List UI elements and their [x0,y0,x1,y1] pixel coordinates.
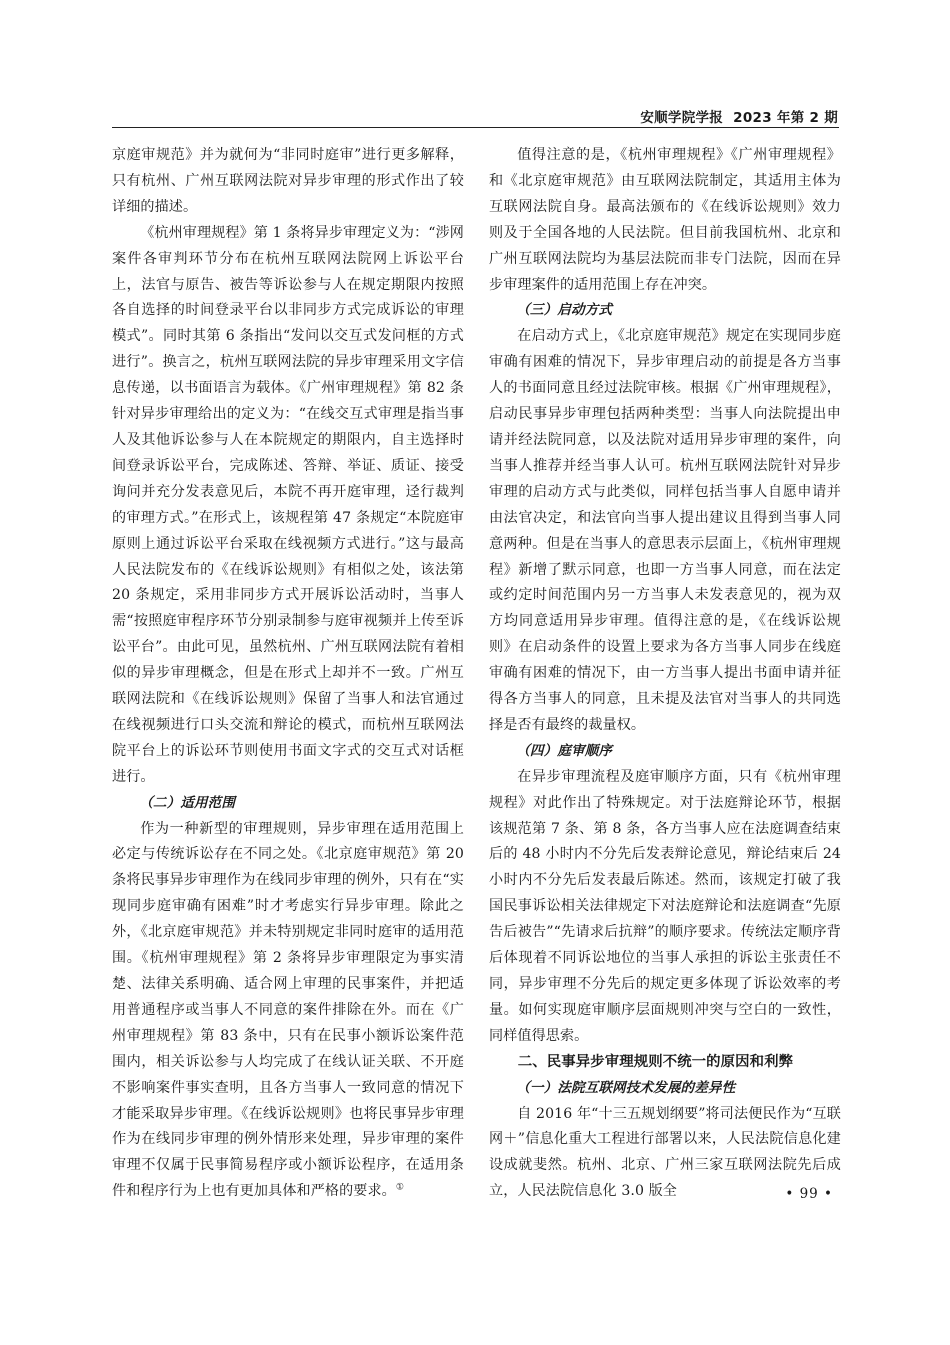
subsection-heading: （三）启动方式 [516,302,613,319]
header-rule [112,127,839,128]
paragraph: 自 2016 年“十三五规划纲要”将司法便民作为“互联网＋”信息化重大工程进行部署以来，人民法院信息化建设成就斐然。杭州、北京、广州三家互联网法院先后成立，人民法院信息化 3.0 版全 [489,1105,841,1200]
left-column [112,143,464,1205]
paragraph: 在异步审理流程及庭审顺序方面，只有《杭州审理规程》对此作出了特殊规定。对于法庭辩论环节，根据该规范第 7 条、第 8 条，各方当事人应在法庭调查结束后的 48 小时内不分先后发表辩论意见，辩论结束后 24 小时内不分先后发表最后陈述。然而，该规定打破了我国民事诉讼相关法律规定下对法庭辩论和法庭调查“先原告后被告”“先请求后抗辩”的顺序要求。传统法定顺序背后体现着不同诉讼地位的当事人承担的诉讼主张责任不同，异步审理不分先后的规定更多体现了诉讼效率的考量。如何实现庭审顺序层面规则冲突与空白的一致性，同样值得思索。 [489,768,841,1044]
journal-name: 安顺学院学报 [640,110,724,126]
paragraph [112,817,464,1206]
paragraph-text: 作为一种新型的审理规则，异步审理在适用范围上必定与传统诉讼存在不同之处。《北京庭审规范》第 20 条将民事异步审理作为在线同步审理的例外，只有在“实现同步庭审确有困难”时才考虑实行异步审理。除此之外，《北京庭审规范》并未特别规定非同时庭审的适用范围。《杭州审理规程》第 2 条将异步审理限定为事实清楚、法律关系明确、适合网上审理的民事案件，并把适用普通程序或当事人不同意的案件排除在外。而在《广州审理规程》第 83 条中，只有在民事小额诉讼案件范围内，相关诉讼参与人均完成了在线认证关联、不开庭不影响案件事实查明，且各方当事人一致同意的情况下才能采取异步审理。《在线诉讼规则》也将民事异步审理作为在线同步审理的例外情形来处理，异步审理的案件审理不仅属于民事简易程序或小额诉讼程序，在适用条件和程序行为上也有更加具体和严格的要求。 [112,820,464,1200]
subsection-heading: （一）法院互联网技术发展的差异性 [516,1079,736,1096]
paragraph: 在启动方式上，《北京庭审规范》规定在实现同步庭审确有困难的情况下，异步审理启动的前提是各方当事人的书面同意且经过法院审核。根据《广州审理规程》，启动民事异步审理包括两种类型：当事人向法院提出申请并经法院同意，以及法院对适用异步审理的案件，向当事人推荐并经当事人认可。杭州互联网法院针对异步审理的启动方式与此类似，同样包括当事人自愿申请并由法官决定，和法官向当事人提出建议且得到当事人同意两种。但是在当事人的意思表示层面上，《杭州审理规程》新增了默示同意，也即一方当事人同意，而在法定或约定时间范围内另一方当事人未发表意见的，视为双方均同意适用异步审理。值得注意的是，《在线诉讼规则》在启动条件的设置上要求为各方当事人同步在线庭审确有困难的情况下，由一方当事人提出书面申请并征得各方当事人的同意，且未提及法官对当事人的共同选择是否有最终的裁量权。 [489,328,841,733]
issue-label: 2023 年第 2 期 [733,110,838,126]
right-column [489,143,841,1205]
paragraph: 值得注意的是，《杭州审理规程》《广州审理规程》和《北京庭审规范》由互联网法院制定，其适用主体为互联网法院自身。最高法颁布的《在线诉讼规则》效力则及于全国各地的人民法院。但目前我国杭州、北京和广州互联网法院均为基层法院而非专门法院，因而在异步审理案件的适用范围上存在冲突。 [489,147,841,293]
section-heading: 二、民事异步审理规则不统一的原因和利弊 [517,1053,794,1070]
subsection-heading: （二）适用范围 [139,794,236,811]
footnote-marker[interactable]: ① [395,1182,405,1193]
paragraph: 京庭审规范》并为就何为“非同时庭审”进行更多解释，只有杭州、广州互联网法院对异步审理的形式作出了较详细的描述。 [112,147,464,215]
subsection-heading: （四）庭审顺序 [516,742,613,759]
running-header [640,106,838,126]
paragraph: 《杭州审理规程》第 1 条将异步审理定义为：“涉网案件各审判环节分布在杭州互联网法院网上诉讼平台上，法官与原告、被告等诉讼参与人在规定期限内按照各自选择的时间登录平台以非同步方式完成诉讼的审理模式”。同时其第 6 条指出“发问以交互式发问框的方式进行”。换言之，杭州互联网法院的异步审理采用文字信息传递，以书面语言为载体。《广州审理规程》第 82 条针对异步审理给出的定义为：“在线交互式审理是指当事人及其他诉讼参与人在本院规定的期限内，自主选择时间登录诉讼平台，完成陈述、答辩、举证、质证、接受询问并充分发表意见后，本院不再开庭审理，迳行裁判的审理方式。”在形式上，该规程第 47 条规定“本院庭审原则上通过诉讼平台采取在线视频方式进行。”这与最高人民法院发布的《在线诉讼规则》有相似之处，该法第 20 条规定，采用非同步方式开展诉讼活动时，当事人需“按照庭审程序环节分别录制参与庭审视频并上传至诉讼平台”。由此可见，虽然杭州、广州互联网法院有着相似的异步审理概念，但是在形式上却并不一致。广州互联网法院和《在线诉讼规则》保留了当事人和法官通过在线视频进行口头交流和辩论的模式，而杭州互联网法院平台上的诉讼环节则使用书面文字式的交互式对话框进行。 [112,224,464,785]
page-number: • 99 • [785,1186,833,1202]
